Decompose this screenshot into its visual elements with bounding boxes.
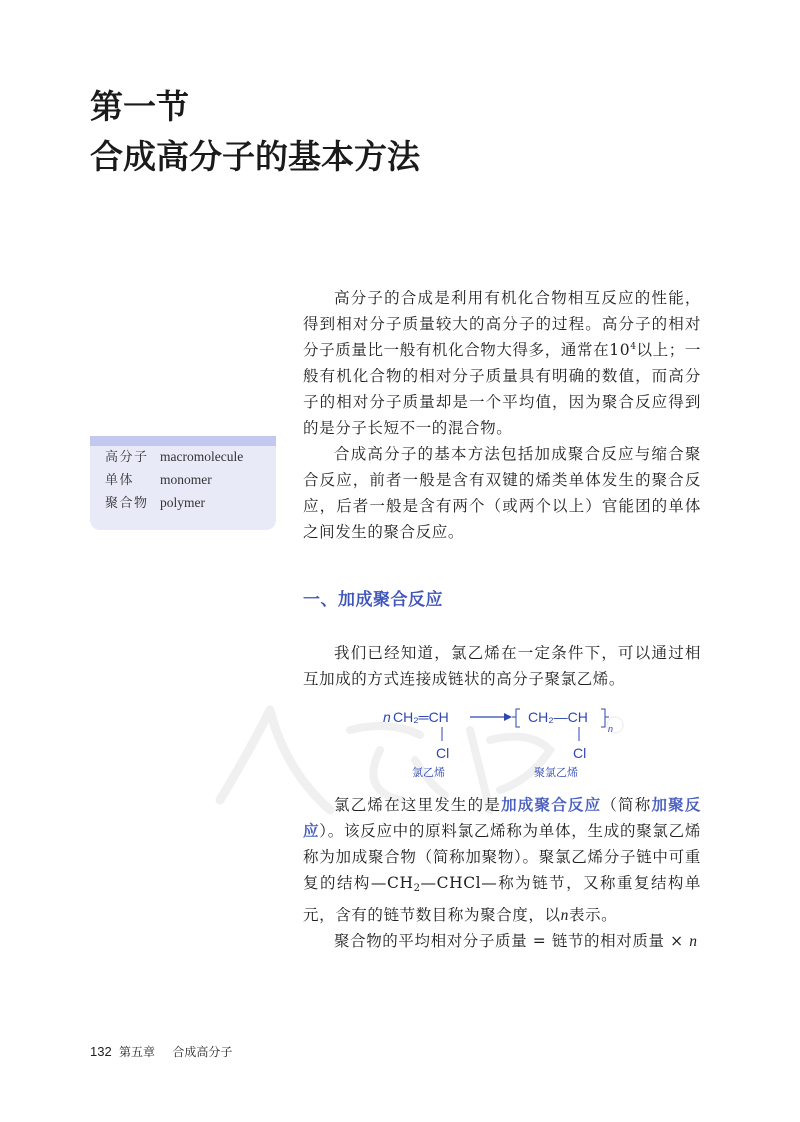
equation-subscript-n: n [608,724,614,734]
product-substituent: Cl [573,745,587,761]
equation-n: n [383,709,391,725]
page-footer [90,1043,232,1060]
reactant-name: 氯乙烯 [412,767,445,779]
footer-chapter-title: 合成高分子 [172,1045,233,1059]
glossary-sidebar-bar [90,436,276,446]
paragraph-2: 合成高分子的基本方法包括加成聚合反应与缩合聚合反应，前者一般是含有双键的烯类单体发生的聚合反应，后者一般是含有两个（或两个以上）官能团的单体之间发生的聚合反应。 [303,445,701,541]
glossary-term: 单体 monomer [105,472,212,488]
term-addition-polymerization: 加成聚合反应 [501,795,602,814]
term-addition-reaction: 加聚反应 [303,795,701,840]
reactant-substituent: Cl [436,745,450,761]
title-line-1: 第一节 [90,87,189,126]
paragraph-4: 氯乙烯在这里发生的是加成聚合反应（简称加聚反应）。该反应中的原料氯乙烯称为单体，生成的聚氯乙烯称为加成聚合物（简称加聚物）。聚氯乙烯分子链中可重复的结构$—CH_2—CHCl—$称为链节，又称重复结构单元，含有的链节数目称为聚合度，以n表示。 [303,795,702,924]
intro-paragraph-block [303,285,701,545]
section-heading: 一、加成聚合反应 [303,590,443,610]
equation-reactant: CH₂═CH [393,709,449,725]
paragraph-1: 高分子的合成是利用有机化合物相互反应的性能，得到相对分子质量较大的高分子的过程。高分子的相对分子质量比一般有机化合物大得多，通常在$10^4$以上；一般有机化合物的相对分子质量具有明确的数值，而高分子的相对分子质量却是一个平均值，因为聚合反应得到的是分子长短不一的混合物。 [303,289,701,437]
glossary-term: 聚合物 polymer [105,495,205,511]
product-name: 聚氯乙烯 [534,767,578,779]
paragraph-4-block [303,792,701,929]
equation-product: CH₂—CH [528,709,588,725]
molecular-mass-formula: 聚合物的平均相对分子质量 = 链节的相对质量 × n [334,932,698,950]
reaction-arrow-head [504,713,512,721]
polymerization-equation [380,703,640,783]
title-line-2: 合成高分子的基本方法 [90,137,420,176]
footer-chapter: 第五章 [119,1045,156,1059]
glossary-term: 高分子 macromolecule [105,449,244,465]
section-title [90,82,420,182]
page-number: 132 [90,1044,112,1059]
left-bracket [512,709,520,727]
paragraph-3: 我们已经知道，氯乙烯在一定条件下，可以通过相互加成的方式连接成链状的高分子聚氯乙烯。 [303,644,701,688]
paragraph-3-block [303,640,701,692]
glossary-sidebar [90,436,276,530]
